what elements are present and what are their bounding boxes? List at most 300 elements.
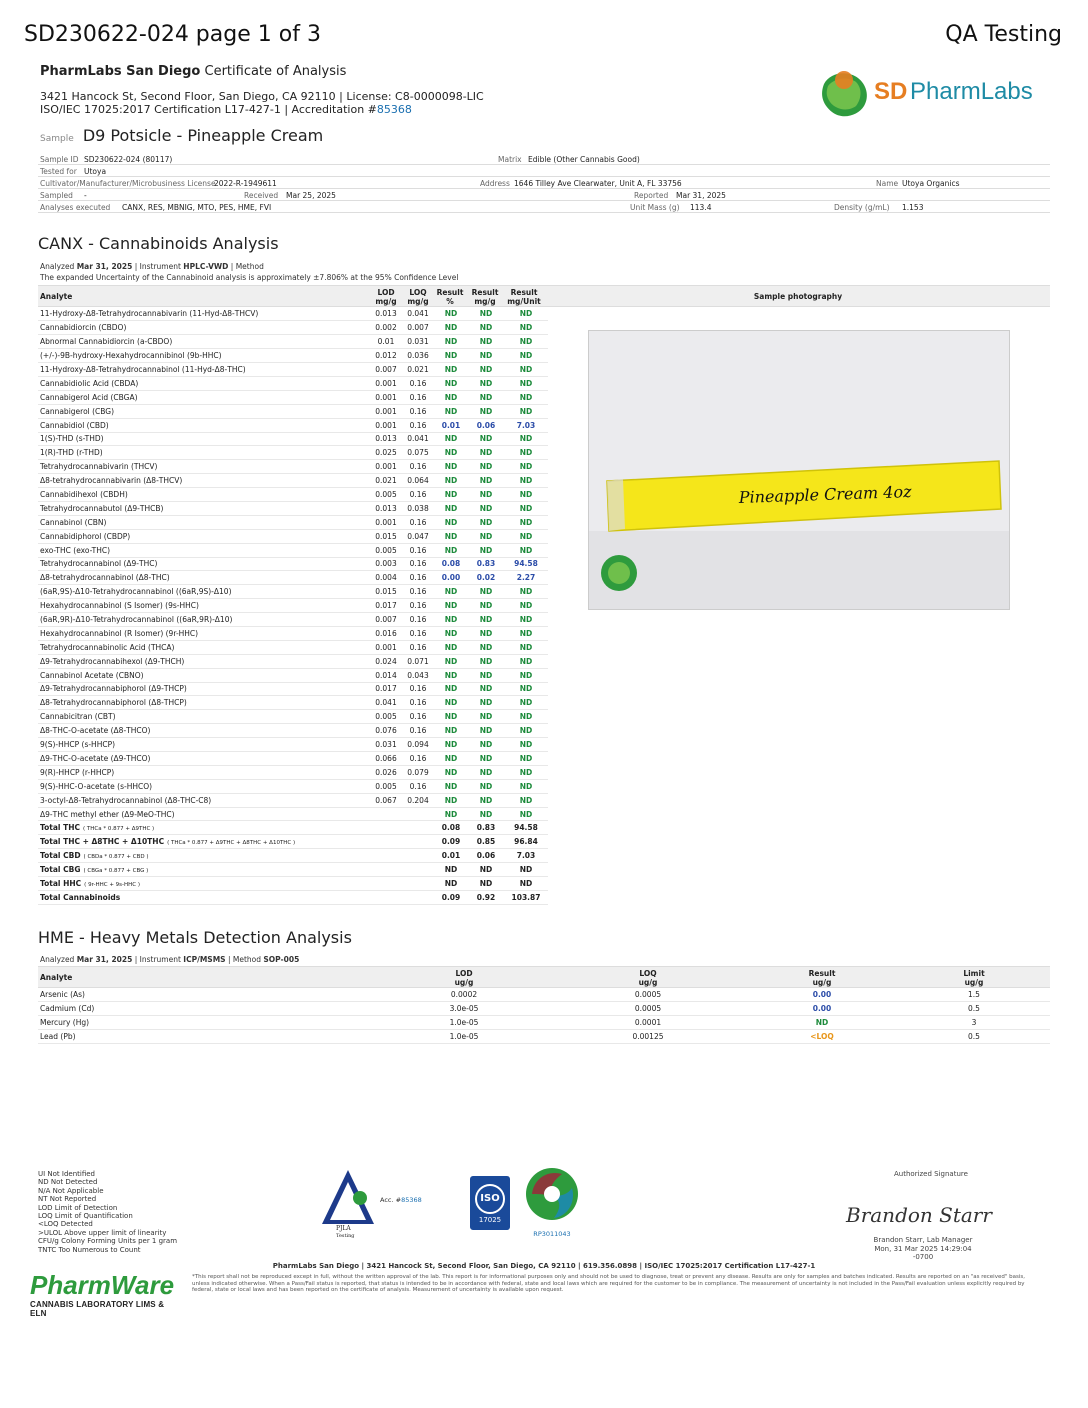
metal-name: Lead (Pb) [38, 1030, 424, 1044]
metal-value: 0.0002 [424, 988, 504, 1002]
analyte-value: ND [504, 474, 548, 488]
legend-item: N/A Not Applicable [38, 1186, 104, 1195]
analyte-value: 0.204 [402, 793, 434, 807]
pjla-sub: Testing [336, 1233, 355, 1238]
analyte-value: ND [504, 529, 548, 543]
received-value: Mar 25, 2025 [286, 191, 336, 200]
metal-value: 3.0e-05 [424, 1002, 504, 1016]
total-value: 0.08 [434, 821, 468, 835]
analyte-value: 0.001 [370, 390, 402, 404]
analyte-value: ND [504, 543, 548, 557]
org-name-value: Utoya Organics [902, 179, 960, 188]
reported-label: Reported [634, 191, 669, 200]
hme-meta [40, 955, 299, 964]
analyte-value: ND [468, 307, 504, 321]
analyte-value: 0.021 [370, 474, 402, 488]
analyte-value: 0.005 [370, 710, 402, 724]
total-value: 0.09 [434, 835, 468, 849]
total-label [38, 849, 370, 863]
analyte-value: ND [504, 515, 548, 529]
analyte-value: ND [434, 654, 468, 668]
legend-item: CFU/g Colony Forming Units per 1 gram [38, 1237, 178, 1246]
analyte-value: 0.16 [402, 640, 434, 654]
hme-instrument: ICP/MSMS [183, 955, 226, 964]
analyte-value: ND [434, 446, 468, 460]
analyte-value: 0.017 [370, 599, 402, 613]
canx-row [38, 404, 548, 418]
info-row-2 [38, 166, 1050, 177]
analyte-value: 0.16 [402, 752, 434, 766]
analyte-value: 0.041 [402, 307, 434, 321]
metal-name: Arsenic (As) [38, 988, 424, 1002]
analyte-value: ND [434, 738, 468, 752]
canx-row [38, 501, 548, 515]
analyte-value: ND [504, 640, 548, 654]
photo-header: Sample photography [753, 292, 843, 301]
analyte-value: ND [504, 488, 548, 502]
analyte-name: Cannabidiolic Acid (CBDA) [38, 376, 370, 390]
legend-item: NT Not Reported [38, 1195, 97, 1204]
total-value: ND [504, 877, 548, 891]
sample-id: SD230622-024 (80117) [84, 155, 173, 164]
sample-id-label: Sample ID [40, 155, 79, 164]
legend-item: TNTC Too Numerous to Count [38, 1245, 141, 1254]
analyte-value: 0.036 [402, 349, 434, 363]
analyte-value: ND [504, 682, 548, 696]
hme-method-label: | Method [227, 955, 261, 964]
logo-sd: SD [874, 78, 908, 105]
analyte-value: ND [468, 390, 504, 404]
analyte-value: 0.005 [370, 543, 402, 557]
canx-th-mgunit: Result mg/Unit [507, 288, 541, 306]
analyte-name: Δ8-tetrahydrocannabivarin (Δ8-THCV) [38, 474, 370, 488]
total-label [38, 877, 370, 891]
analyte-value: 0.16 [402, 390, 434, 404]
canx-row [38, 321, 548, 335]
canx-row [38, 640, 548, 654]
total-name: Total THC + Δ8THC + Δ10THC [40, 837, 165, 847]
analyte-name: Cannabidiol (CBD) [38, 418, 370, 432]
analyte-name: Δ8-Tetrahydrocannabiphorol (Δ8-THCP) [38, 696, 370, 710]
total-label [38, 863, 370, 877]
canx-row [38, 543, 548, 557]
analyte-value: ND [434, 793, 468, 807]
analyte-value: ND [434, 682, 468, 696]
total-name: Total Cannabinoids [40, 892, 121, 902]
analyte-value: ND [504, 668, 548, 682]
canx-row [38, 599, 548, 613]
analyte-name: 3-octyl-Δ8-Tetrahydrocannabinol (Δ8-THC-C8) [38, 793, 370, 807]
analyte-value: 0.16 [402, 626, 434, 640]
analyte-value: ND [504, 696, 548, 710]
analyte-value: ND [468, 446, 504, 460]
metal-name: Cadmium (Cd) [38, 1002, 424, 1016]
analyte-value: ND [468, 321, 504, 335]
lab-heading [40, 64, 346, 79]
doc-type: Certificate of Analysis [204, 64, 347, 79]
metal-value: 0.5 [934, 1030, 1014, 1044]
analyte-value: ND [468, 488, 504, 502]
canx-total-row [38, 863, 548, 877]
total-label [38, 821, 370, 835]
canx-total-row [38, 849, 548, 863]
tested-for-value: Utoya [84, 167, 107, 176]
sampled-value: - [84, 191, 87, 200]
canx-row [38, 793, 548, 807]
hme-title: HME - Heavy Metals Detection Analysis [38, 928, 352, 947]
legend-item: LOD Limit of Detection [38, 1203, 118, 1212]
received-label: Received [244, 191, 279, 200]
analyte-value: ND [468, 376, 504, 390]
metal-value: 0.0005 [608, 1002, 688, 1016]
canx-row [38, 557, 548, 571]
analyte-value: 0.005 [370, 779, 402, 793]
analyte-value: 0.16 [402, 418, 434, 432]
analyte-value: ND [434, 807, 468, 821]
canx-instrument-label: | Instrument [134, 262, 181, 271]
total-value: 0.83 [468, 821, 504, 835]
analyte-value: 0.026 [370, 765, 402, 779]
analyte-value: 0.16 [402, 724, 434, 738]
accreditation-link[interactable]: 85368 [376, 103, 412, 116]
analyte-value: 0.16 [402, 682, 434, 696]
analyte-value: 0.079 [402, 765, 434, 779]
analyte-name: Cannabidiorcin (CBDO) [38, 321, 370, 335]
tested-for-label: Tested for [40, 167, 77, 176]
canx-total-row [38, 835, 548, 849]
canx-row [38, 752, 548, 766]
analyte-value: 0.16 [402, 779, 434, 793]
analyte-value: ND [504, 404, 548, 418]
document-id: SD230622-024 page 1 of 3 [24, 22, 321, 47]
analyte-value: ND [434, 710, 468, 724]
analyte-value: 0.007 [402, 321, 434, 335]
analyte-value: 94.58 [504, 557, 548, 571]
sig-name: Brandon Starr, Lab Manager [873, 1236, 973, 1244]
info-row-3 [38, 178, 1050, 189]
analyte-name: Δ9-THC methyl ether (Δ9-MeO-THC) [38, 807, 370, 821]
analyte-value: ND [468, 738, 504, 752]
sig-date: Mon, 31 Mar 2025 14:29:04 -0700 [874, 1245, 972, 1261]
analyte-name: Cannabicitran (CBT) [38, 710, 370, 724]
analyte-value: ND [504, 321, 548, 335]
canx-row [38, 446, 548, 460]
analyte-value: ND [468, 460, 504, 474]
total-value: ND [434, 863, 468, 877]
analyte-name: Tetrahydrocannabinol (Δ9-THC) [38, 557, 370, 571]
logo-pharmlabs: PharmLabs [910, 78, 1033, 105]
analyte-value: ND [504, 710, 548, 724]
analyte-value: 0.001 [370, 640, 402, 654]
analyte-value: 0.071 [402, 654, 434, 668]
rp-badge [524, 1166, 584, 1238]
analyte-value: 0.001 [370, 418, 402, 432]
analyte-value: ND [434, 390, 468, 404]
canx-row [38, 335, 548, 349]
analyte-value: 0.025 [370, 446, 402, 460]
analyte-value: ND [504, 307, 548, 321]
canx-row [38, 363, 548, 377]
analyte-name: (6aR,9S)-Δ10-Tetrahydrocannabinol ((6aR,9S)-Δ10) [38, 585, 370, 599]
canx-row [38, 349, 548, 363]
analyte-value: ND [468, 752, 504, 766]
legend-item: UI Not Identified [38, 1170, 96, 1178]
analyte-value: ND [504, 432, 548, 446]
analyte-value: 0.007 [370, 363, 402, 377]
analyte-value: 0.043 [402, 668, 434, 682]
hme-table [38, 988, 1050, 1044]
canx-th-pct: Result % [436, 288, 464, 306]
hme-row [38, 988, 1050, 1002]
analyte-value: ND [468, 765, 504, 779]
analyte-value: 0.16 [402, 543, 434, 557]
canx-row [38, 738, 548, 752]
analyte-value: 0.017 [370, 682, 402, 696]
total-value: 103.87 [504, 890, 548, 904]
analyte-value: ND [434, 765, 468, 779]
analyte-name: 9(R)-HHCP (r-HHCP) [38, 765, 370, 779]
analyte-value: ND [434, 307, 468, 321]
analyte-name: Tetrahydrocannabinolic Acid (THCA) [38, 640, 370, 654]
analyte-value: 0.012 [370, 349, 402, 363]
analyte-value: ND [468, 599, 504, 613]
analyte-value: ND [434, 335, 468, 349]
total-formula: ( THCa * 0.877 + Δ9THC ) [83, 826, 155, 833]
photo-label: Pineapple Cream 4oz [738, 481, 912, 507]
analyte-value: 0.021 [402, 363, 434, 377]
sample-name: D9 Potsicle - Pineapple Cream [82, 126, 324, 145]
legend-item: ND Not Detected [38, 1178, 98, 1187]
analyte-name: 11-Hydroxy-Δ8-Tetrahydrocannabivarin (11-Hyd-Δ8-THCV) [38, 307, 370, 321]
analyte-name: 9(S)-HHC-O-acetate (s-HHCO) [38, 779, 370, 793]
info-row-1 [38, 154, 1050, 165]
analyte-value: 0.013 [370, 307, 402, 321]
analyte-value: ND [434, 668, 468, 682]
canx-th-lod: LOD mg/g [375, 288, 397, 306]
hme-header-row [38, 966, 1050, 988]
cultivator-label: Cultivator/Manufacturer/Microbusiness License [40, 179, 216, 188]
analyte-value: ND [504, 390, 548, 404]
analyte-value: 0.075 [402, 446, 434, 460]
total-value: ND [468, 863, 504, 877]
analyte-value: 0.08 [434, 557, 468, 571]
total-name: Total HHC [40, 878, 82, 888]
canx-row [38, 682, 548, 696]
analyte-value: ND [468, 807, 504, 821]
analyte-value: ND [504, 779, 548, 793]
canx-row [38, 696, 548, 710]
total-formula: ( 9r-HHC + 9s-HHC ) [84, 881, 141, 888]
analyte-value: ND [434, 626, 468, 640]
address-label: Address [480, 179, 510, 188]
analyte-value: 0.001 [370, 460, 402, 474]
analyte-value: 0.16 [402, 376, 434, 390]
analyte-value: ND [434, 474, 468, 488]
analyte-value: 0.16 [402, 557, 434, 571]
canx-th-mgg: Result mg/g [471, 288, 499, 306]
analyte-value: 0.06 [468, 418, 504, 432]
analyte-value: 0.005 [370, 488, 402, 502]
metal-value: 3 [934, 1016, 1014, 1030]
hme-instrument-label: | Instrument [134, 955, 181, 964]
iso-text: ISO [475, 1184, 505, 1214]
analyte-name: Cannabidiphorol (CBDP) [38, 529, 370, 543]
analyte-name: Tetrahydrocannabivarin (THCV) [38, 460, 370, 474]
analyte-value: ND [468, 501, 504, 515]
canx-row [38, 460, 548, 474]
analyte-name: Cannabigerol (CBG) [38, 404, 370, 418]
analyte-value: ND [504, 654, 548, 668]
canx-row [38, 390, 548, 404]
total-value: 0.92 [468, 890, 504, 904]
legend-item: >ULOL Above upper limit of linearity [38, 1228, 167, 1237]
analyte-value: 0.031 [402, 335, 434, 349]
analyte-value: ND [468, 682, 504, 696]
analyte-value: 0.00 [434, 571, 468, 585]
canx-total-row [38, 890, 548, 904]
analyte-value: ND [468, 640, 504, 654]
total-value: 94.58 [504, 821, 548, 835]
metal-value: 1.0e-05 [424, 1030, 504, 1044]
analyte-value: 0.004 [370, 571, 402, 585]
analyte-value: 0.067 [370, 793, 402, 807]
canx-row [38, 585, 548, 599]
analyte-value: ND [504, 599, 548, 613]
analyte-name: Hexahydrocannabinol (R Isomer) (9r-HHC) [38, 626, 370, 640]
total-label [38, 835, 370, 849]
analyte-value: ND [504, 765, 548, 779]
analyte-value: 0.001 [370, 404, 402, 418]
canx-uncertainty: The expanded Uncertainty of the Cannabinoid analysis is approximately ±7.806% at the 95% Confidence Level [40, 273, 459, 282]
signature-image [842, 1194, 1022, 1234]
footer-address: PharmLabs San Diego | 3421 Hancock St, Second Floor, San Diego, CA 92110 | 619.356.0898 | ISO/IEC 17025:2017 Certification L17-427-1 [272, 1262, 816, 1270]
canx-analyzed-date: Mar 31, 2025 [76, 262, 133, 271]
analyte-value: 0.001 [370, 515, 402, 529]
analyte-value: ND [504, 626, 548, 640]
analyte-value: 0.015 [370, 585, 402, 599]
analyte-value: 0.16 [402, 696, 434, 710]
analyses-label: Analyses executed [40, 203, 111, 212]
canx-row [38, 668, 548, 682]
analyte-value: 0.015 [370, 529, 402, 543]
info-row-5 [38, 202, 1050, 213]
pjla-acc-number: 85368 [401, 1196, 422, 1204]
analyte-name: Δ8-tetrahydrocannabinol (Δ8-THC) [38, 571, 370, 585]
analyte-value: 0.047 [402, 529, 434, 543]
analyte-value: ND [504, 335, 548, 349]
matrix-label: Matrix [498, 155, 522, 164]
analyte-name: Abnormal Cannabidiorcin (a-CBDO) [38, 335, 370, 349]
metal-value: 0.5 [934, 1002, 1014, 1016]
canx-row [38, 626, 548, 640]
metal-value: <LOQ [782, 1030, 862, 1044]
analyte-value: ND [468, 432, 504, 446]
pjla-acc-label: Acc. # [380, 1196, 402, 1204]
analyte-value: 0.16 [402, 488, 434, 502]
hme-row [38, 1030, 1050, 1044]
analyte-value: ND [434, 613, 468, 627]
canx-total-row [38, 821, 548, 835]
canx-total-row [38, 877, 548, 891]
analyte-name: 1(R)-THD (r-THD) [38, 446, 370, 460]
org-name-label: Name [876, 179, 899, 188]
hme-analyzed-date: Mar 31, 2025 [76, 955, 133, 964]
analyte-value: ND [434, 488, 468, 502]
analyte-value: 0.038 [402, 501, 434, 515]
canx-row [38, 376, 548, 390]
metal-value: 0.0001 [608, 1016, 688, 1030]
analyte-value: ND [434, 696, 468, 710]
canx-row [38, 529, 548, 543]
qa-testing-label: QA Testing [945, 22, 1062, 47]
analyte-value: ND [434, 779, 468, 793]
canx-row [38, 571, 548, 585]
pharmware-sub: CANNABIS LABORATORY LIMS & ELN [30, 1300, 165, 1318]
canx-row [38, 418, 548, 432]
analyte-value: ND [468, 793, 504, 807]
analyte-value: 0.041 [402, 432, 434, 446]
hme-analyzed-label: Analyzed [40, 955, 75, 964]
analyte-value: 2.27 [504, 571, 548, 585]
canx-row [38, 515, 548, 529]
iso-number: 17025 [478, 1216, 502, 1224]
metal-value: 1.0e-05 [424, 1016, 504, 1030]
hme-row [38, 1016, 1050, 1030]
canx-row [38, 779, 548, 793]
hme-th-lod: LOD ug/g [454, 969, 474, 987]
density-value: 1.153 [902, 203, 924, 212]
hme-th-limit: Limit ug/g [963, 969, 985, 987]
analyte-value: 0.16 [402, 585, 434, 599]
pjla-acc [380, 1196, 422, 1204]
canx-row [38, 724, 548, 738]
metal-value: 0.0005 [608, 988, 688, 1002]
total-label [38, 890, 370, 904]
analyte-name: Δ9-Tetrahydrocannabiphorol (Δ9-THCP) [38, 682, 370, 696]
analyte-value: ND [504, 501, 548, 515]
analyte-name: Cannabinol (CBN) [38, 515, 370, 529]
analyte-value: 0.16 [402, 613, 434, 627]
analyte-value: 0.024 [370, 654, 402, 668]
analyte-value: ND [468, 349, 504, 363]
total-value: 7.03 [504, 849, 548, 863]
canx-row [38, 613, 548, 627]
analyte-value: ND [434, 404, 468, 418]
analyte-name: Cannabidihexol (CBDH) [38, 488, 370, 502]
sample-heading [40, 126, 323, 145]
analyte-value: ND [468, 585, 504, 599]
canx-row [38, 765, 548, 779]
footer-legend [38, 1170, 177, 1254]
analyte-value: 0.007 [370, 613, 402, 627]
analyte-value: ND [468, 335, 504, 349]
matrix-value: Edible (Other Cannabis Good) [528, 155, 640, 164]
canx-row [38, 307, 548, 321]
total-name: Total CBD [40, 851, 81, 861]
analyte-value [370, 807, 402, 821]
legend-item: <LOQ Detected [38, 1220, 93, 1229]
canx-header-row [38, 285, 1050, 307]
hme-row [38, 1002, 1050, 1016]
analyte-value: ND [434, 501, 468, 515]
canx-meta [40, 262, 264, 271]
analyte-value: ND [434, 529, 468, 543]
total-formula: ( CBDa * 0.877 + CBD ) [83, 854, 149, 861]
total-name: Total THC [40, 823, 80, 833]
sdpharmlabs-logo [818, 66, 1053, 122]
lab-cert [40, 103, 412, 116]
total-value: ND [468, 877, 504, 891]
